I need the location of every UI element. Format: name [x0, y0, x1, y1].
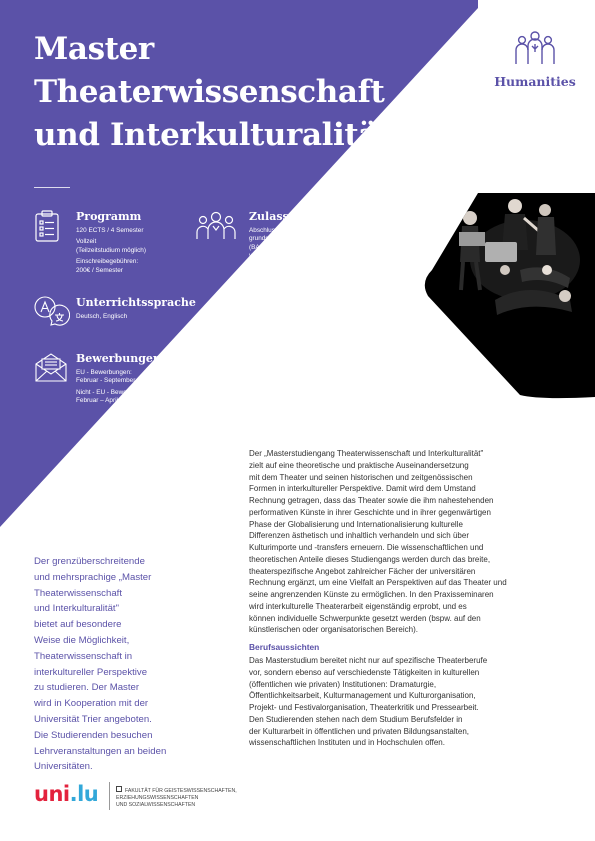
humanities-badge [492, 30, 578, 89]
programm-line: 200€ / Semester [76, 266, 123, 274]
bewerbungen-line: EU - Bewerbungen: [76, 369, 132, 376]
programm-line: 120 ECTS / 4 Semester [76, 227, 144, 234]
quote-line: Theaterwissenschaft [34, 587, 122, 599]
zulassung-line: Sprachkompetenzen: Deutsch C1 (CEFR). [249, 288, 370, 296]
career-line: der Kulturarbeit in öffentlichen und privaten Bildungsanstalten, [249, 726, 469, 736]
title-line: Master [34, 31, 154, 67]
faculty-line: ERZIEHUNGSWISSENSCHAFTEN [116, 795, 199, 802]
quote-line: interkultureller Perspektive [34, 666, 148, 678]
title-line: Theaterwissenschaft [34, 74, 385, 110]
quote-line: Theaterwissenschaft in [34, 650, 133, 662]
description-line: theoretischen Anteile dieses Studiengangs werden durch das breite, [249, 554, 491, 564]
title-divider [34, 187, 70, 188]
zulassung-line: Französischkenntnisse von [249, 305, 327, 313]
language-translate-icon [34, 296, 70, 326]
description-line: Phase der Globalisierung und Internationalisierung kulturelle [249, 519, 463, 529]
quote-line: Universität Trier angeboten. [34, 713, 152, 725]
bewerbungen-heading: Bewerbungen [76, 352, 161, 365]
career-line: Projekt- und Festivalorganisation, Theaterkritik und Pressearbeit. [249, 703, 479, 712]
main-text-column [249, 448, 559, 749]
description-line: wird interkulturelle Theaterarbeit eigenständig erprobt, und es [249, 601, 467, 611]
description-line: Rechnung ergänzt, um eine Vielfalt an Perspektiven auf das Theater und [249, 578, 507, 588]
career-line: Öffentlichkeitsarbeit, Kulturmanagement und Kulturorganisation, [249, 691, 476, 701]
people-group-icon [513, 30, 557, 66]
university-logo [34, 782, 98, 806]
faculty-line: UND SOZIALWISSENSCHAFTEN [116, 802, 196, 809]
zulassung-line: (BA / Licence) in den Geisteswissenschaften, [249, 243, 377, 251]
logo-divider [109, 782, 110, 810]
quote-line: und mehrsprachige „Master [34, 571, 152, 583]
career-line: wissenschaftlichen Instituten und in Hochschulen offen. [249, 738, 445, 748]
description-line: Der „Masterstudiengang Theaterwissenschaft und Interkulturalität" [249, 449, 484, 458]
description-line: Rechnung getragen, dass das Theater sowie die ihm nahestehenden [249, 496, 494, 505]
quote-line: und Interkulturalität" [34, 603, 119, 615]
intro-quote [34, 554, 209, 775]
zulassung-line: Partnerhochschulen möglich. [249, 277, 332, 285]
zulassung-line: Abschluss eines mindestens dreijährigen [249, 227, 365, 234]
zulassung-line: grundständigen Studienprogramms [249, 235, 349, 243]
programm-heading: Programm [76, 210, 142, 223]
envelope-icon [34, 352, 68, 382]
quote-line: zu studieren. Der Master [34, 682, 140, 694]
zulassung-line: Vorteil [249, 314, 267, 322]
three-people-icon [196, 210, 236, 240]
description-line: seine angrenzenden Künste zu ermöglichen. In den Praxisseminaren [249, 590, 494, 599]
quote-line: Der grenzüberschreitende [34, 556, 145, 567]
description-line: Differenzen ästhetisch und inhaltlich verhandeln und sich über [249, 531, 469, 541]
quote-line: Die Studierenden besuchen [34, 729, 153, 741]
programm-line: (Teilzeitstudium möglich) [76, 246, 146, 254]
checklist-clipboard-icon [34, 210, 60, 242]
page-title [34, 28, 392, 157]
badge-label: Humanities [494, 74, 576, 89]
unterrichtssprache-line: Deutsch, Englisch [76, 313, 128, 320]
career-line: Den Studierenden stehen nach dem Studium Berufsfelder in [249, 714, 463, 724]
description-line: performativen Künste in ihrer Geschichte und in ihrer gegenwärtigen [249, 507, 491, 517]
career-line: vor, sondern ebenso auf verschiedenste Tätigkeiten in kulturellen [249, 667, 480, 677]
zulassung-line: angrenzenden Fach. Bewerbung [249, 260, 342, 268]
programm-line: Einschreibegebühren: [76, 258, 139, 266]
bewerbungen-line: Nicht - EU - Bewerbungen: [76, 388, 153, 396]
description-line: theaterspezifische Angebot zahlreicher Fächer der universitären [249, 566, 476, 576]
description-line: Formen in interkultureller Perspektive. Damit wird dem Umstand [249, 484, 476, 494]
logo-lu: lu [77, 782, 99, 806]
logo-uni: uni [34, 782, 70, 806]
zulassung-heading: Zulassung [249, 210, 313, 223]
description-line: mit dem Theater und seinen historischen und zeitgenössischen [249, 472, 473, 482]
title-line: und Interkulturalität [34, 117, 392, 153]
bewerbungen-line: Februar - September [76, 377, 136, 385]
career-heading: Berufsaussichten [249, 642, 320, 652]
quote-line: Weise die Möglichkeit, [34, 634, 130, 646]
description-paragraph [249, 448, 559, 636]
quote-line: Universitäten. [34, 761, 93, 773]
career-line: Das Masterstudium bereitet nicht nur auf spezifische Theaterberufe [249, 656, 488, 665]
quote-line: bietet auf besondere [34, 619, 122, 631]
faculty-line [116, 786, 237, 795]
zulassung-line: vorzugsweise in den Philologien oder in einem [249, 252, 381, 260]
zulassung-line: und Einschreibung sind an beiden [249, 269, 346, 277]
description-line: Kulturimporte und -transfers erneuern. Die wissenschaftlichen und [249, 543, 484, 552]
quote-line: wird in Kooperation mit der [34, 698, 149, 710]
square-bullet-icon [116, 786, 122, 792]
zulassung-line: Englischkenntnisse erforderlich, [249, 297, 340, 305]
quote-line: Lehrveranstaltungen an beiden [34, 745, 167, 757]
career-line: (öffentlichen wie privaten) Institutionen: Dramaturgie, [249, 679, 437, 689]
unterrichtssprache-heading: Unterrichtssprache [76, 296, 196, 309]
bewerbungen-line: Februar – April [76, 397, 118, 405]
career-paragraph [249, 655, 559, 749]
logo-dot: . [69, 782, 78, 806]
description-line: zielt auf eine theoretische und praktische Auseinandersetzung [249, 460, 469, 470]
description-line: künstlerischen oder organisatorischen Bereich). [249, 625, 418, 635]
faculty-name [116, 786, 237, 810]
description-line: können individuelle Schwerpunkte gesetzt werden (bspw. auf den [249, 613, 481, 623]
programm-line: Vollzeit [76, 238, 97, 246]
faculty-line-text: FAKULTÄT FÜR GEISTESWISSENSCHAFTEN, [125, 788, 237, 794]
